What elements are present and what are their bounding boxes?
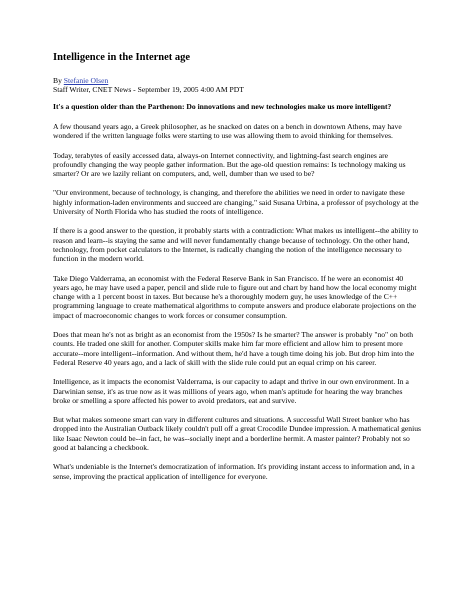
paragraph: Does that mean he's not as bright as an economist from the 1950s? Is he smarter? The answer is probably "no" on both counts. He traded one skill for another. Computer skills make him far more efficient and allow him to present more accurate--more intelligent--information. And without them, he'd have a tough time doing his job. But drop him into the Federal Reserve 40 years ago, and a lack of skill with the slide rule could put an equal crimp on his career. <box>53 330 415 367</box>
paragraph: Take Diego Valderrama, an economist with the Federal Reserve Bank in San Francisco. If he were an economist 40 years ago, he may have used a paper, pencil and slide rule to figure out and chart by hand how the local economy might change with a 1 percent boost in taxes. But because he's a thoroughly modern guy, he uses knowledge of the C++ programming language to create mathematical algorithms to compute answers and produce elaborate projections on the impact of macroeconomic changes to work forces or consumer consumption. <box>53 273 417 320</box>
paragraph: A few thousand years ago, a Greek philosopher, as he snacked on dates on a bench in downtown Athens, may have wondered if the written language folks were starting to use was allowing them to avoid thinking for themselves. <box>53 122 402 141</box>
author-meta: Staff Writer, CNET News - September 19, 2005 4:00 AM PDT <box>53 85 244 94</box>
paragraph: "Our environment, because of technology, is changing, and therefore the abilities we need in order to navigate these highly information-laden environments and succeed are changing," said Susana Urbina, a professor of psychology at the University of North Florida who has studied the roots of intelligence. <box>53 188 419 217</box>
paragraph: Today, terabytes of easily accessed data, always-on Internet connectivity, and lightning-fast search engines are profoundly changing the way people gather information. But the age-old question remains: Is technology making us smarter? Or are we lazily reliant on computers, and, well, dumber than we used to be? <box>53 150 406 179</box>
byline-prefix: By <box>53 76 64 85</box>
byline <box>53 76 421 85</box>
paragraph: But what makes someone smart can vary in different cultures and situations. A successful Wall Street banker who has dropped into the Australian Outback likely couldn't pull off a great Crocodile Dundee impression. A mathematical genius like Isaac Newton could be--in fact, he was--socially inept and a borderline hermit. A master painter? Probably not so good at balancing a checkbook. <box>53 415 421 453</box>
article <box>53 52 421 491</box>
paragraph: What's undeniable is the Internet's democratization of information. It's providing instant access to information and, in a sense, improving the practical application of intelligence for everyone. <box>53 462 415 481</box>
author-link[interactable]: Stefanie Olsen <box>63 76 109 85</box>
article-title: Intelligence in the Internet age <box>53 52 191 63</box>
paragraph: If there is a good answer to the question, it probably starts with a contradiction: What makes us intelligent--the ability to reason and learn--is staying the same and will never fundamentally change because of technology. On the other hand, technology, from pocket calculators to the Internet, is radically changing the notion of the intelligence necessary to function in the modern world. <box>53 226 419 264</box>
article-dek: It's a question older than the Parthenon: Do innovations and new technologies make us more intelligent? <box>53 102 392 111</box>
paragraph: Intelligence, as it impacts the economist Valderrama, is our capacity to adapt and thrive in our own environment. In a Darwinian sense, it's as true now as it was millions of years ago, when man's aptitude for hearing the way branches broke or smelling a spore affected his power to avoid predators, eat and survive. <box>53 377 409 405</box>
